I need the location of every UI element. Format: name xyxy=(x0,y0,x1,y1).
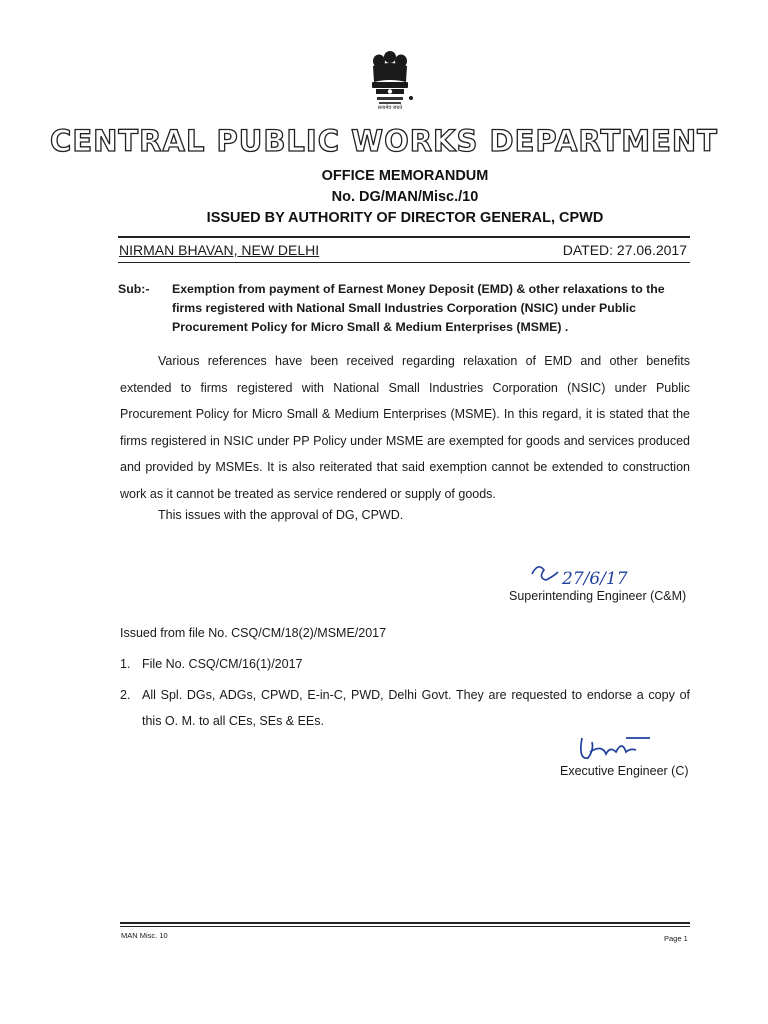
footer-divider-thin xyxy=(120,926,690,927)
signature-date: 27/6/17 xyxy=(562,569,628,589)
memo-number: No. DG/MAN/Misc./10 xyxy=(331,189,479,205)
issued-from-file: Issued from file No. CSQ/CM/18(2)/MSME/2017 xyxy=(120,626,387,640)
list-text: File No. CSQ/CM/16(1)/2017 xyxy=(142,657,303,671)
emblem-caption: सत्यमेव जयते xyxy=(377,105,403,111)
page-number: Page 1 xyxy=(664,934,688,943)
subject-text: Exemption from payment of Earnest Money Deposit (EMD) & other relaxations to the firms registered with National Small Industries Corporation (NSIC) under Public Procurement Policy for Micro Small & Medium Enterprises (MSME) . xyxy=(172,282,665,334)
issuing-authority: ISSUED BY AUTHORITY OF DIRECTOR GENERAL, CPWD xyxy=(206,210,604,226)
approval-line: This issues with the approval of DG, CPWD. xyxy=(158,508,404,522)
signatory-title-1: Superintending Engineer (C&M) xyxy=(509,589,687,603)
list-number: 2. xyxy=(120,688,131,702)
list-item xyxy=(120,651,690,677)
place-date-line xyxy=(119,242,687,258)
header-divider xyxy=(118,236,690,238)
subject-label: Sub:- xyxy=(118,282,150,296)
footer-divider xyxy=(120,922,690,924)
list-number: 1. xyxy=(120,657,131,671)
list-text: All Spl. DGs, ADGs, CPWD, E-in-C, PWD, Delhi Govt. They are requested to endorse a copy of this O. M. to all CEs, SEs & EEs. xyxy=(142,688,690,728)
national-emblem-icon xyxy=(364,46,416,112)
date: DATED: 27.06.2017 xyxy=(562,242,687,258)
subject-block xyxy=(118,280,693,337)
place: NIRMAN BHAVAN, NEW DELHI xyxy=(119,242,320,258)
footer-reference: MAN Misc. 10 xyxy=(121,931,168,940)
place-divider xyxy=(118,262,690,263)
copy-list xyxy=(120,651,690,734)
body-paragraph: Various references have been received regarding relaxation of EMD and other benefits extended to firms registered with National Small Industries Corporation (NSIC) under Public Procurement Policy for Micro Small & Medium Enterprises (MSME). In this regard, it is stated that the firms registered in NSIC under PP Policy under MSME are exempted for goods and services produced and provided by MSMEs. It is also reiterated that said exemption cannot be extended to construction work as it cannot be treated as service rendered or supply of goods. xyxy=(120,354,690,501)
department-title: CENTRAL PUBLIC WORKS DEPARTMENT xyxy=(50,124,718,158)
document-type: OFFICE MEMORANDUM xyxy=(321,168,489,184)
list-item xyxy=(120,682,690,734)
signatory-title-2: Executive Engineer (C) xyxy=(560,764,689,778)
